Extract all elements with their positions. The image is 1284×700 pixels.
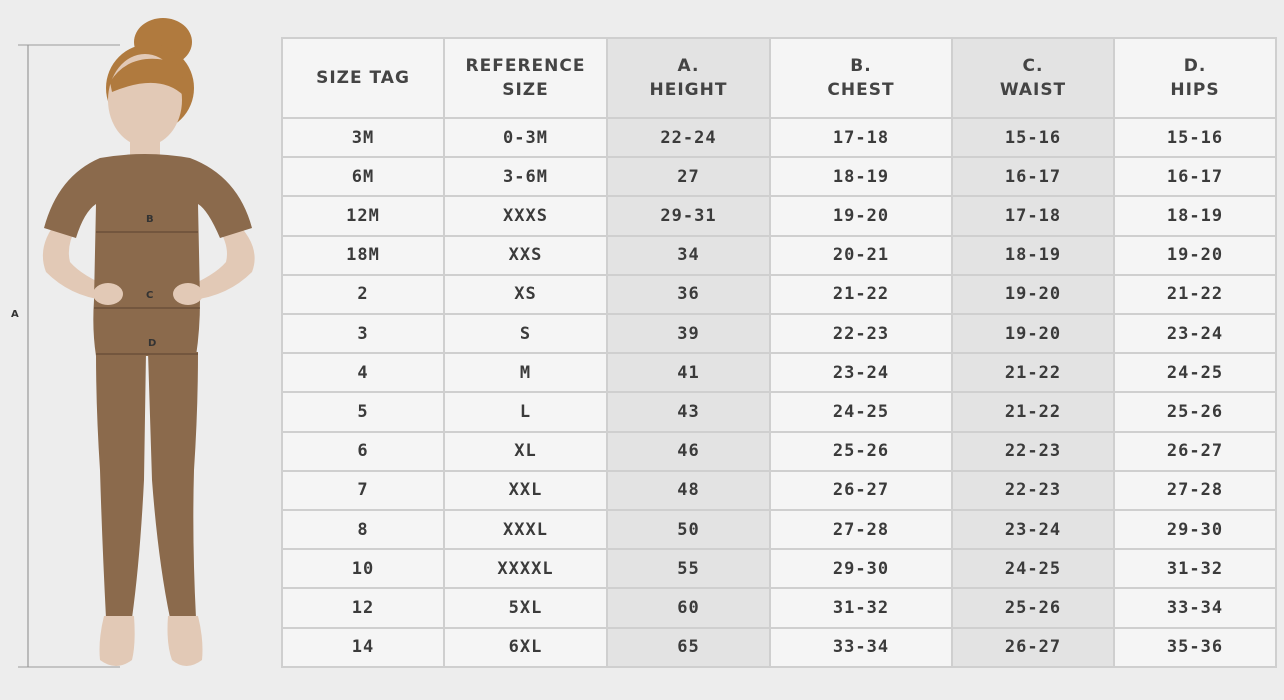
header-chest-line1: B. (850, 56, 872, 76)
right-foot (168, 616, 203, 666)
measure-label-c: C (146, 290, 154, 301)
cell-height: 39 (607, 314, 770, 353)
cell-waist: 18-19 (952, 236, 1114, 275)
cell-chest: 29-30 (770, 549, 952, 588)
cell-reference-size: XXS (444, 236, 607, 275)
cell-size-tag: 6 (282, 432, 444, 471)
cell-waist: 25-26 (952, 588, 1114, 627)
cell-size-tag: 2 (282, 275, 444, 314)
header-waist-line2: WAIST (999, 80, 1067, 100)
cell-reference-size: M (444, 353, 607, 392)
table-row (282, 628, 1276, 667)
cell-size-tag: 18M (282, 236, 444, 275)
cell-size-tag: 12 (282, 588, 444, 627)
cell-size-tag: 10 (282, 549, 444, 588)
cell-reference-size: 3-6M (444, 157, 607, 196)
cell-hips: 18-19 (1114, 196, 1276, 235)
cell-chest: 19-20 (770, 196, 952, 235)
cell-reference-size: XXXS (444, 196, 607, 235)
cell-reference-size: 5XL (444, 588, 607, 627)
cell-height: 22-24 (607, 118, 770, 157)
header-waist-line1: C. (1022, 56, 1044, 76)
cell-reference-size: 0-3M (444, 118, 607, 157)
cell-waist: 22-23 (952, 432, 1114, 471)
cell-chest: 22-23 (770, 314, 952, 353)
cell-hips: 19-20 (1114, 236, 1276, 275)
cell-hips: 26-27 (1114, 432, 1276, 471)
header-size-tag (282, 38, 444, 118)
cell-waist: 16-17 (952, 157, 1114, 196)
cell-waist: 19-20 (952, 275, 1114, 314)
cell-hips: 27-28 (1114, 471, 1276, 510)
cell-height: 65 (607, 628, 770, 667)
table-row (282, 275, 1276, 314)
cell-height: 27 (607, 157, 770, 196)
header-reference-size (444, 38, 607, 118)
table-row (282, 588, 1276, 627)
cell-size-tag: 8 (282, 510, 444, 549)
cell-reference-size: XXXXL (444, 549, 607, 588)
size-chart-table (281, 37, 1277, 668)
table-row (282, 314, 1276, 353)
cell-chest: 25-26 (770, 432, 952, 471)
header-hips-line2: HIPS (1170, 80, 1220, 100)
cell-waist: 26-27 (952, 628, 1114, 667)
cell-height: 34 (607, 236, 770, 275)
cell-hips: 24-25 (1114, 353, 1276, 392)
cell-hips: 15-16 (1114, 118, 1276, 157)
cell-reference-size: XXXL (444, 510, 607, 549)
cell-waist: 17-18 (952, 196, 1114, 235)
header-row (282, 38, 1276, 118)
header-reference-size-line1: REFERENCE (465, 56, 586, 76)
header-height-line1: A. (677, 56, 700, 76)
cell-reference-size: XS (444, 275, 607, 314)
cell-height: 43 (607, 392, 770, 431)
left-hand (93, 283, 123, 305)
table-row (282, 196, 1276, 235)
cell-chest: 18-19 (770, 157, 952, 196)
cell-height: 55 (607, 549, 770, 588)
table-row (282, 353, 1276, 392)
table-row (282, 157, 1276, 196)
cell-size-tag: 3M (282, 118, 444, 157)
header-chest-line2: CHEST (827, 80, 895, 100)
table-row (282, 549, 1276, 588)
cell-chest: 23-24 (770, 353, 952, 392)
cell-height: 41 (607, 353, 770, 392)
cell-size-tag: 5 (282, 392, 444, 431)
table-row (282, 471, 1276, 510)
cell-chest: 31-32 (770, 588, 952, 627)
cell-chest: 33-34 (770, 628, 952, 667)
cell-hips: 16-17 (1114, 157, 1276, 196)
cell-height: 50 (607, 510, 770, 549)
cell-hips: 31-32 (1114, 549, 1276, 588)
table-row (282, 432, 1276, 471)
header-reference-size-line2: SIZE (502, 80, 549, 100)
cell-chest: 26-27 (770, 471, 952, 510)
header-hips-line1: D. (1183, 56, 1207, 76)
cell-waist: 21-22 (952, 392, 1114, 431)
cell-waist: 22-23 (952, 471, 1114, 510)
cell-reference-size: XL (444, 432, 607, 471)
cell-waist: 19-20 (952, 314, 1114, 353)
cell-hips: 25-26 (1114, 392, 1276, 431)
cell-hips: 29-30 (1114, 510, 1276, 549)
table-row (282, 392, 1276, 431)
suit-torso (44, 154, 252, 356)
header-size-tag-line1: SIZE TAG (316, 68, 410, 88)
child-silhouette-illustration (0, 0, 280, 700)
cell-hips: 23-24 (1114, 314, 1276, 353)
cell-hips: 33-34 (1114, 588, 1276, 627)
cell-waist: 24-25 (952, 549, 1114, 588)
cell-height: 29-31 (607, 196, 770, 235)
header-waist (952, 38, 1114, 118)
cell-height: 36 (607, 275, 770, 314)
left-foot (100, 616, 135, 666)
body-measurement-figure (0, 0, 280, 700)
cell-chest: 20-21 (770, 236, 952, 275)
cell-hips: 21-22 (1114, 275, 1276, 314)
header-chest (770, 38, 952, 118)
cell-height: 48 (607, 471, 770, 510)
cell-size-tag: 3 (282, 314, 444, 353)
table-row (282, 236, 1276, 275)
cell-size-tag: 4 (282, 353, 444, 392)
cell-waist: 23-24 (952, 510, 1114, 549)
cell-reference-size: XXL (444, 471, 607, 510)
header-hips (1114, 38, 1276, 118)
cell-chest: 21-22 (770, 275, 952, 314)
cell-size-tag: 14 (282, 628, 444, 667)
size-chart-header (282, 38, 1276, 118)
cell-reference-size: 6XL (444, 628, 607, 667)
table-row (282, 510, 1276, 549)
cell-reference-size: S (444, 314, 607, 353)
cell-chest: 27-28 (770, 510, 952, 549)
cell-chest: 24-25 (770, 392, 952, 431)
cell-hips: 35-36 (1114, 628, 1276, 667)
cell-size-tag: 7 (282, 471, 444, 510)
measure-label-d: D (148, 338, 157, 349)
cell-waist: 21-22 (952, 353, 1114, 392)
right-hand (173, 283, 203, 305)
size-chart-body (282, 118, 1276, 667)
cell-waist: 15-16 (952, 118, 1114, 157)
measure-label-a: A (11, 309, 19, 320)
suit-left-leg (96, 352, 146, 618)
suit-right-leg (148, 352, 198, 618)
cell-height: 46 (607, 432, 770, 471)
cell-size-tag: 12M (282, 196, 444, 235)
cell-size-tag: 6M (282, 157, 444, 196)
cell-chest: 17-18 (770, 118, 952, 157)
measure-label-b: B (146, 214, 154, 225)
header-height-line2: HEIGHT (649, 80, 728, 100)
cell-height: 60 (607, 588, 770, 627)
cell-reference-size: L (444, 392, 607, 431)
table-row (282, 118, 1276, 157)
header-height (607, 38, 770, 118)
